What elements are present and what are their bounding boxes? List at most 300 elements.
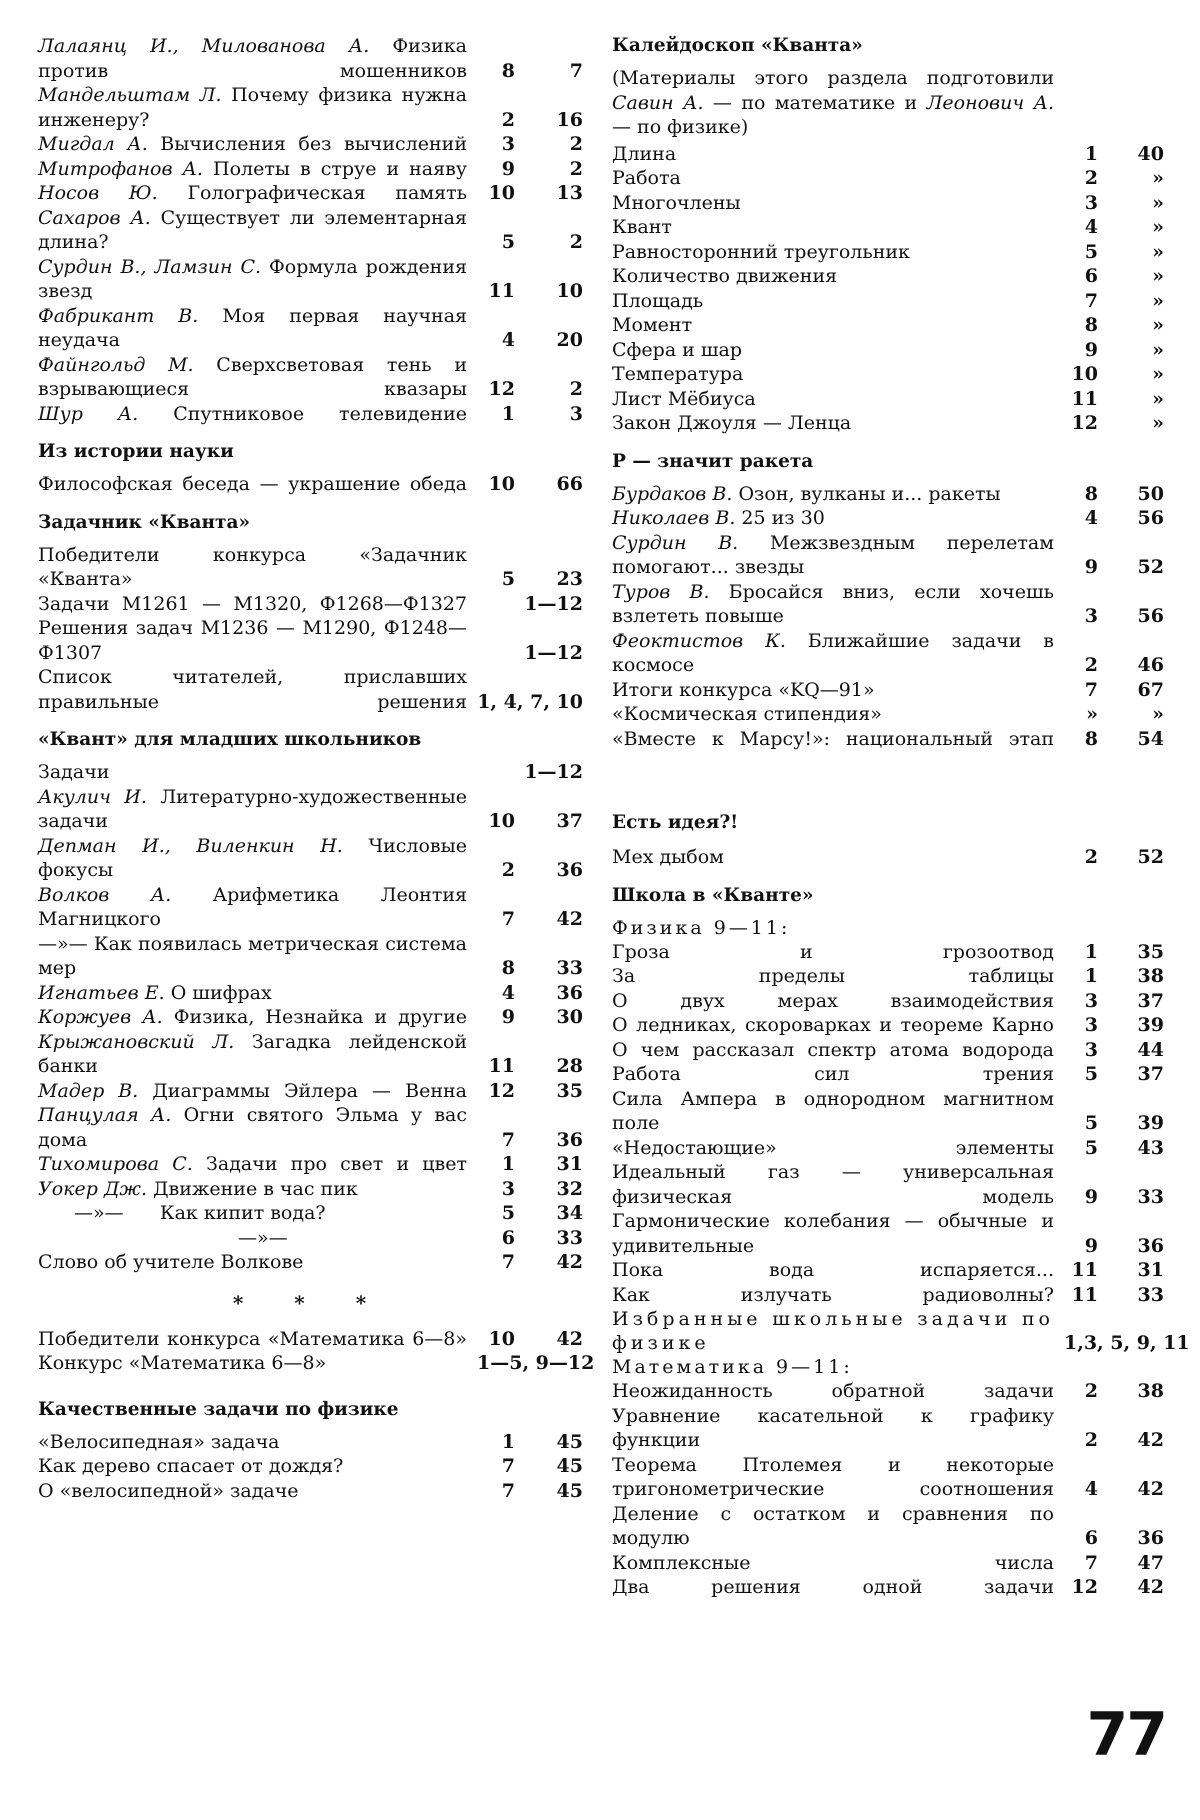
entry-issue: 2 — [1084, 1380, 1098, 1402]
entry-author: Туров В. — [612, 580, 710, 603]
entry-page: 31 — [1137, 1259, 1164, 1281]
entry-author: Феоктистов К. — [612, 629, 786, 652]
section-heading: «Квант» для младших школьников — [38, 729, 422, 750]
index-entry — [612, 313, 1164, 338]
entry-title: Философская беседа — украшение обеда — [38, 473, 467, 495]
entry-issue: 1 — [1084, 940, 1098, 963]
entry-page: 56 — [1137, 605, 1164, 627]
entry-title: Литературно-художественные задачи — [38, 785, 468, 832]
index-entry — [612, 580, 1164, 629]
index-entry — [38, 1103, 583, 1152]
index-entry — [612, 1038, 1164, 1063]
entry-page: » — [1152, 289, 1164, 312]
entry-page: 33 — [556, 957, 583, 979]
entry-issue: 11 — [1071, 1283, 1098, 1306]
index-entry — [38, 34, 583, 83]
index-entry — [38, 1226, 583, 1251]
index-entry — [38, 1177, 583, 1202]
entry-issue: 8 — [501, 59, 515, 82]
entry-page: 36 — [1137, 1527, 1164, 1549]
entry-issue: 2 — [1084, 846, 1098, 868]
entry-page: 35 — [1137, 940, 1164, 963]
entry-author: Мигдал А. — [38, 133, 148, 155]
entry-issue: 5 — [1084, 240, 1098, 263]
entry-issue: 4 — [501, 981, 515, 1004]
entry-author: Игнатьев Е. — [38, 981, 165, 1004]
entry-title: 25 из 30 — [741, 507, 825, 529]
entry-author: Митрофанов А. — [38, 157, 203, 180]
entry-title: Победители конкурса «Математика 6—8» — [38, 1327, 467, 1350]
entry-title: Формула рождения звезд — [38, 255, 467, 302]
entry-title: Закон Джоуля — Ленца — [612, 412, 852, 434]
entry-issue: 3 — [1084, 605, 1098, 627]
entry-issue: 7 — [501, 1479, 515, 1502]
entry-page: 54 — [1137, 727, 1164, 750]
index-entry — [612, 1551, 1164, 1576]
entry-page: 28 — [556, 1055, 583, 1077]
entry-page: 32 — [556, 1177, 583, 1200]
entry-page: 42 — [556, 908, 583, 930]
index-entry — [38, 834, 583, 883]
index-entry — [612, 1087, 1164, 1136]
entry-issue: 5 — [1084, 1112, 1098, 1134]
entry-page: 67 — [1137, 678, 1164, 701]
entry-issue: 10 — [1071, 363, 1098, 385]
index-entry — [38, 157, 583, 182]
entry-title: Гармонические колебания — обычные и удивительные — [612, 1210, 1054, 1257]
entry-title: Арифметика Леонтия Магницкого — [38, 883, 468, 930]
entry-page: 38 — [1137, 1380, 1164, 1402]
entry-title: Сфера и шар — [612, 338, 743, 361]
entry-title: Сверхсветовая тень и взрывающиеся квазары — [38, 353, 467, 400]
section-separator: * * * — [232, 1290, 389, 1315]
entry-title: Задачи М1261 — М1320, Ф1268—Ф1327 — [38, 592, 467, 615]
index-entry — [612, 1404, 1164, 1453]
entry-issue: 7 — [501, 1128, 515, 1151]
index-entry — [612, 506, 1164, 531]
entry-page: 36 — [1137, 1234, 1164, 1257]
entry-title: Физика против мошенников — [38, 35, 467, 82]
index-entry — [612, 191, 1164, 216]
entry-page: 33 — [556, 1226, 583, 1249]
index-entry — [38, 1430, 583, 1455]
entry-title: Длина — [612, 142, 677, 165]
entry-page: 42 — [1137, 1576, 1164, 1598]
entry-title: Почему физика нужна инженеру? — [38, 84, 467, 131]
index-entry — [38, 304, 583, 353]
entry-issue: 3 — [501, 133, 515, 155]
entry-issue: 5 — [501, 231, 515, 253]
index-entry — [612, 727, 1164, 752]
entry-title: Работа — [612, 167, 681, 189]
entry-issue: 11 — [488, 280, 515, 302]
entry-title: Список читателей, приславших правильные решения — [38, 666, 467, 713]
entry-author: —»— — [38, 932, 88, 955]
entry-title: Задачи — [38, 761, 110, 783]
entry-issue: 12 — [488, 1079, 515, 1102]
entry-issue: 9 — [1084, 1185, 1098, 1208]
entry-issue: 8 — [501, 957, 515, 979]
entry-issue: 3 — [1084, 1038, 1098, 1061]
entry-issue: 4 — [1084, 216, 1098, 238]
subsection-heading: Математика 9—11: — [612, 1356, 853, 1378]
right-column — [612, 34, 1190, 1600]
index-entry — [612, 531, 1164, 580]
entry-title: Уравнение касательной к графику функции — [612, 1404, 1054, 1451]
entry-page: 52 — [1137, 846, 1164, 868]
entry-title: Сила Ампера в однородном магнитном поле — [612, 1087, 1054, 1134]
index-entry — [38, 132, 583, 157]
index-entry — [612, 1062, 1164, 1087]
entry-title: Моя первая научная неудача — [38, 304, 468, 351]
entry-page: 36 — [556, 859, 583, 881]
entry-page: » — [1152, 167, 1164, 189]
entry-title: Комплексные числа — [612, 1551, 1054, 1574]
entry-title: Лист Мёбиуса — [612, 387, 756, 410]
entry-page: 50 — [1137, 482, 1164, 505]
entry-page: 13 — [556, 182, 583, 204]
index-entry — [38, 206, 583, 255]
entry-issue: 12 — [1071, 412, 1098, 434]
entry-issues: 1—5, 9—12 — [477, 1352, 595, 1374]
entry-author: Николаев В. — [612, 507, 736, 529]
entry-page: » — [1152, 363, 1164, 385]
entry-page: 2 — [569, 231, 583, 253]
note-text: — по математике и — [712, 91, 918, 114]
entry-author: —»— — [238, 1226, 288, 1249]
entry-title: Движение в час пик — [153, 1177, 358, 1200]
entry-issue: 12 — [488, 378, 515, 400]
entry-page: 3 — [569, 402, 583, 425]
entry-title: О ледниках, скороварках и теореме Карно — [612, 1014, 1054, 1036]
index-entry — [612, 215, 1164, 240]
entry-issue: 2 — [1084, 167, 1098, 189]
entry-author: Уокер Дж. — [38, 1177, 148, 1200]
entry-issues: 1—12 — [524, 761, 583, 783]
section-heading: Школа в «Кванте» — [612, 884, 814, 906]
index-entry — [38, 83, 583, 132]
entry-issue: 6 — [501, 1226, 515, 1249]
index-entry — [612, 845, 1164, 870]
entry-title: Избранные школьные задачи по физике — [612, 1308, 1054, 1354]
section-heading: Есть идея?! — [612, 812, 739, 833]
index-entry — [38, 402, 583, 427]
page-number: 77 — [1086, 1700, 1166, 1770]
index-entry — [38, 883, 583, 932]
entry-title: Количество движения — [612, 265, 838, 287]
entry-author: Сахаров А. — [38, 206, 151, 229]
entry-page: 39 — [1137, 1112, 1164, 1134]
entry-author: Сурдин В. — [612, 531, 739, 554]
index-entry — [612, 338, 1164, 363]
entry-issue: 5 — [501, 1202, 515, 1224]
entry-title: Многочлены — [612, 191, 741, 214]
index-entry — [38, 592, 583, 617]
index-entry — [38, 181, 583, 206]
entry-page: » — [1152, 240, 1164, 263]
math-list — [612, 1379, 1164, 1600]
entry-page: 42 — [556, 1251, 583, 1273]
entry-page: 42 — [1137, 1478, 1164, 1500]
entry-issue: 6 — [1084, 1527, 1098, 1549]
entry-page: 20 — [556, 329, 583, 351]
entry-author: Акулич И. — [38, 785, 147, 808]
entry-title: Загадка лейденской банки — [38, 1030, 467, 1077]
entry-title: Момент — [612, 314, 693, 336]
entry-title: О двух мерах взаимодействия — [612, 989, 1054, 1012]
entry-page: » — [1152, 412, 1164, 434]
entry-issue: 2 — [1084, 654, 1098, 676]
section-note — [612, 66, 1164, 140]
entry-page: 34 — [556, 1202, 583, 1224]
entry-author: Волков А. — [38, 883, 172, 906]
index-entry — [38, 543, 583, 592]
entry-issue: 9 — [501, 1006, 515, 1028]
index-entry — [38, 981, 583, 1006]
entry-title: Существует ли элементарная длина? — [38, 206, 467, 253]
entry-page: 36 — [556, 981, 583, 1004]
section-heading: Задачник «Кванта» — [38, 511, 251, 533]
entry-issue: 1 — [501, 1430, 515, 1453]
entry-page: » — [1152, 703, 1164, 725]
entry-page: 37 — [556, 810, 583, 832]
entry-title: Неожиданность обратной задачи — [612, 1380, 1054, 1402]
entry-title: О «велосипедной» задаче — [38, 1479, 299, 1502]
entry-author: Мадер В. — [38, 1079, 139, 1102]
entry-issue: 5 — [501, 568, 515, 590]
entry-issue: 7 — [1084, 1551, 1098, 1574]
index-entry — [612, 1209, 1164, 1258]
kaleido-list — [612, 142, 1164, 436]
index-entry — [38, 1454, 583, 1479]
entry-title: Температура — [612, 363, 744, 385]
index-entry — [38, 616, 583, 665]
entry-page: 52 — [1137, 556, 1164, 578]
entry-issue: 1 — [1084, 965, 1098, 987]
index-entry — [612, 1283, 1164, 1308]
index-entry — [612, 1575, 1164, 1600]
entry-issue: 10 — [488, 810, 515, 832]
index-entry — [612, 989, 1164, 1014]
index-entry — [612, 166, 1164, 191]
entry-title: Мех дыбом — [612, 846, 724, 868]
entry-page: 45 — [556, 1430, 583, 1453]
entry-title: Итоги конкурса «KQ—91» — [612, 678, 875, 701]
index-entry — [38, 665, 583, 714]
index-entry — [38, 1005, 583, 1030]
entry-page: 16 — [556, 108, 583, 131]
entry-title: «Велосипедная» задача — [38, 1430, 280, 1453]
index-entry — [38, 353, 583, 402]
index-entry — [612, 964, 1164, 989]
index-entry — [612, 482, 1164, 507]
entry-title: Вычисления без вычислений — [160, 133, 467, 155]
entry-title: Как кипит вода? — [159, 1202, 326, 1224]
entry-title: О шифрах — [170, 981, 272, 1004]
index-entry — [612, 411, 1164, 436]
section-heading: Калейдоскоп «Кванта» — [612, 35, 863, 56]
entry-issues: 1—12 — [524, 592, 583, 615]
entry-author: Файнгольд М. — [38, 353, 194, 376]
entry-issue: 3 — [1084, 989, 1098, 1012]
entry-author: Тихомирова С. — [38, 1153, 193, 1175]
entry-issues: 1—12 — [524, 641, 583, 664]
index-entry — [612, 289, 1164, 314]
entry-page: 38 — [1137, 965, 1164, 987]
index-entry — [38, 1327, 583, 1352]
index-entry — [612, 1160, 1164, 1209]
entry-title: Слово об учителе Волкове — [38, 1251, 304, 1273]
entry-title: Площадь — [612, 289, 704, 312]
note-author: Леонович А. — [926, 91, 1054, 114]
entry-issue: 7 — [501, 908, 515, 930]
entry-page: 56 — [1137, 507, 1164, 529]
index-entry — [612, 387, 1164, 412]
entry-title: Победители конкурса «Задачник «Кванта» — [38, 543, 467, 590]
entry-title: Полеты в струе и наяву — [213, 157, 467, 180]
index-entry — [612, 629, 1164, 678]
entry-page: » — [1152, 338, 1164, 361]
index-entry — [38, 1079, 583, 1104]
entry-page: 47 — [1137, 1551, 1164, 1574]
entry-page: 44 — [1137, 1038, 1164, 1061]
entry-author: Коржуев А. — [38, 1006, 163, 1028]
entry-author: Крыжановский Л. — [38, 1030, 235, 1053]
entry-issue: 9 — [1084, 556, 1098, 578]
entry-title: «Вместе к Марсу!»: национальный этап — [612, 727, 1054, 750]
entry-page: 42 — [1137, 1429, 1164, 1451]
entry-issue: 1 — [501, 402, 515, 425]
entry-page: 33 — [1137, 1185, 1164, 1208]
entry-author: Мандельштам Л. — [38, 84, 222, 106]
index-entry — [38, 1351, 595, 1376]
entry-issue: 4 — [501, 329, 515, 351]
entry-page: » — [1152, 265, 1164, 287]
index-entry — [612, 1502, 1164, 1551]
note-author: Савин А. — [612, 91, 704, 114]
entry-issue: 11 — [1071, 1259, 1098, 1281]
index-entry — [612, 240, 1164, 265]
entry-page: 42 — [556, 1327, 583, 1350]
entry-title: Диаграммы Эйлера — Венна — [152, 1079, 467, 1102]
entry-title: Пока вода испаряется... — [612, 1259, 1054, 1281]
entry-page: 45 — [556, 1479, 583, 1502]
entry-author: Фабрикант В. — [38, 304, 199, 327]
entry-author: Носов Ю. — [38, 182, 158, 204]
entry-issue: 11 — [488, 1055, 515, 1077]
entry-issue: 6 — [1084, 265, 1098, 287]
index-entry — [612, 1307, 1190, 1355]
index-entry — [612, 264, 1164, 289]
entry-title: Как излучать радиоволны? — [612, 1283, 1054, 1306]
entry-page: » — [1152, 387, 1164, 410]
section-heading: Р — значит ракета — [612, 450, 814, 472]
entry-page: » — [1152, 314, 1164, 336]
index-entry — [612, 362, 1164, 387]
entry-issue: 8 — [1084, 482, 1098, 505]
physics-list — [612, 940, 1164, 1308]
entry-issues: 1,3, 5, 9, 11 — [1064, 1331, 1190, 1354]
entry-issue: 8 — [1084, 727, 1098, 750]
entry-page: 30 — [556, 1006, 583, 1028]
entry-issue: » — [1086, 703, 1098, 725]
entry-issue: 8 — [1084, 314, 1098, 336]
entry-author: Панцулая А. — [38, 1104, 172, 1126]
entry-author: Лалаянц И., Милованова А. — [38, 35, 370, 57]
entry-issue: 3 — [1084, 1014, 1098, 1036]
index-entry — [612, 940, 1164, 965]
index-entry — [38, 472, 583, 497]
entry-issue: 1 — [501, 1153, 515, 1175]
entry-issue: 9 — [1084, 1234, 1098, 1257]
entry-title: Квант — [612, 216, 672, 238]
index-entry — [38, 255, 583, 304]
left-column — [38, 34, 595, 1503]
entry-author: —»— — [74, 1202, 124, 1224]
entry-title: За пределы таблицы — [612, 965, 1054, 987]
entry-issues: 1, 4, 7, 10 — [477, 690, 583, 713]
entry-issue: 2 — [1084, 1429, 1098, 1451]
note-text: (Материалы этого раздела подготовили — [612, 67, 1054, 89]
entry-issue: 11 — [1071, 387, 1098, 410]
entry-page: 7 — [569, 59, 583, 82]
entry-issue: 9 — [501, 157, 515, 180]
index-entry — [38, 785, 583, 834]
entry-title: Числовые фокусы — [38, 834, 467, 881]
index-entry — [38, 932, 583, 981]
entry-issue: 4 — [1084, 507, 1098, 529]
index-entry — [38, 1152, 583, 1177]
entry-title: Ближайшие задачи в космосе — [612, 629, 1054, 676]
index-entry — [38, 1479, 583, 1504]
index-entry — [612, 1453, 1164, 1502]
entry-title: Как появилась метрическая система мер — [38, 932, 467, 979]
index-entry — [38, 1250, 583, 1275]
entry-issue: 10 — [488, 1327, 515, 1350]
entry-issue: 5 — [1084, 1136, 1098, 1159]
entry-author: Бурдаков В. — [612, 482, 733, 505]
entry-page: 10 — [556, 280, 583, 302]
entry-page: 33 — [1137, 1283, 1164, 1306]
index-entry — [612, 1013, 1164, 1038]
entry-title: «Недостающие» элементы — [612, 1136, 1054, 1159]
entry-page: » — [1152, 191, 1164, 214]
entry-page: 36 — [556, 1128, 583, 1151]
entry-title: Огни святого Эльма у вас дома — [38, 1104, 468, 1151]
entry-title: Голографическая память — [187, 182, 467, 204]
entry-issue: 1 — [1084, 142, 1098, 165]
entry-issue: 10 — [488, 473, 515, 495]
entry-title: Деление с остатком и сравнения по модулю — [612, 1502, 1054, 1549]
entry-page: 40 — [1137, 142, 1164, 165]
entry-title: Озон, вулканы и... ракеты — [738, 482, 1001, 505]
entry-page: 46 — [1137, 654, 1164, 676]
entry-title: Бросайся вниз, если хочешь взлететь повыше — [612, 580, 1054, 627]
entry-title: Межзвездным перелетам помогают... звезды — [612, 531, 1054, 578]
entry-title: О чем рассказал спектр атома водорода — [612, 1038, 1054, 1061]
entry-issue: 2 — [501, 859, 515, 881]
entry-author: Депман И., Виленкин Н. — [38, 834, 343, 857]
entry-title: Решения задач М1236 — М1290, Ф1248—Ф1307 — [38, 617, 467, 664]
entry-title: Два решения одной задачи — [612, 1576, 1054, 1598]
entry-page: 66 — [556, 473, 583, 495]
entry-title: Гроза и грозоотвод — [612, 940, 1054, 963]
note-text: — по физике) — [612, 116, 749, 138]
entry-issue: 10 — [488, 182, 515, 204]
index-entry — [612, 702, 1164, 727]
entry-page: 2 — [569, 133, 583, 155]
entry-page: 23 — [556, 568, 583, 590]
